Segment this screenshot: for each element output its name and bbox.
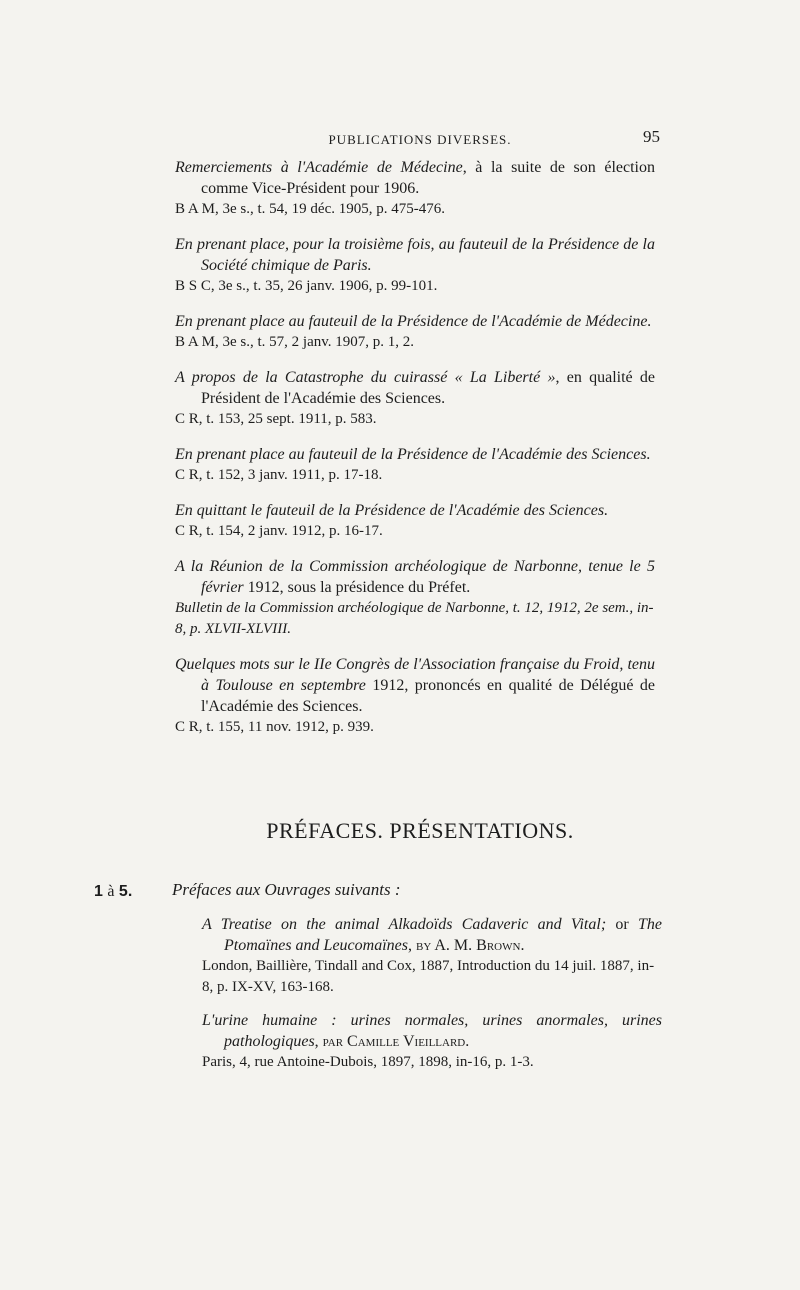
entries-list [175, 157, 655, 752]
work-reference: Paris, 4, rue Antoine-Dubois, 1897, 1898, in-16, p. 1-3. [202, 1054, 534, 1070]
entry-reference: B A M, 3e s., t. 57, 2 janv. 1907, p. 1, 2. [175, 334, 415, 350]
prefaces-title: Préfaces aux Ouvrages suivants : [172, 880, 401, 899]
entry-reference: B A M, 3e s., t. 54, 19 déc. 1905, p. 475-476. [175, 201, 445, 217]
list-item [175, 367, 655, 430]
entry-title: En prenant place au fauteuil de la Présidence de l'Académie de Médecine. [175, 313, 652, 330]
list-item [175, 500, 655, 542]
list-item [202, 1010, 662, 1073]
entry-title: A propos de la Catastrophe du cuirassé « La Liberté » [175, 369, 556, 386]
work-title: A Treatise on the animal Alkadoïds Cadaveric and Vital; [202, 916, 607, 933]
work-title-alt: The Ptomaïnes and Leucomaïnes [224, 916, 663, 954]
entry-title: En prenant place au fauteuil de la Présidence de l'Académie des Sciences. [175, 446, 651, 463]
range-start: 1 [94, 883, 103, 900]
list-item [175, 654, 655, 738]
entry-title-rest: 1912, sous la présidence du Préfet. [243, 579, 471, 596]
range-separator: à [107, 883, 115, 900]
list-item [175, 444, 655, 486]
works-list [202, 914, 662, 1085]
list-item [175, 234, 655, 297]
work-reference: London, Baillière, Tindall and Cox, 1887, Introduction du 14 juil. 1887, in-8, p. IX-XV, 163-168. [202, 958, 655, 995]
item-range [94, 883, 174, 901]
work-byline: , by A. M. Brown. [407, 937, 525, 954]
entry-title: A la Réunion de la Commission archéologique de Narbonne, tenue le 5 février [175, 558, 655, 596]
entry-title-rest: , en qualité de Président de l'Académie des Sciences. [201, 369, 655, 407]
entry-reference: C R, t. 153, 25 sept. 1911, p. 583. [175, 411, 377, 427]
list-item [202, 914, 662, 998]
work-title-connector: or [606, 916, 639, 933]
running-header: PUBLICATIONS DIVERSES. [328, 132, 512, 147]
section-heading: PRÉFACES. PRÉSENTATIONS. [266, 818, 574, 843]
entry-reference: B S C, 3e s., t. 35, 26 janv. 1906, p. 99-101. [175, 278, 438, 294]
entry-title-rest: 1912, prononcés en qualité de Délégué de l'Académie des Sciences. [201, 677, 656, 715]
entry-title-rest: , à la suite de son élection comme Vice-Président pour 1906. [201, 159, 655, 197]
list-item [175, 157, 655, 220]
work-title: L'urine humaine : urines normales, urines anormales, urines pathologiques [202, 1012, 662, 1050]
entry-title: En prenant place, pour la troisième fois, au fauteuil de la Présidence de la Société chimique de Paris. [175, 236, 655, 274]
entry-reference: C R, t. 154, 2 janv. 1912, p. 16-17. [175, 523, 383, 539]
list-item [175, 311, 655, 353]
entry-title: Remerciements à l'Académie de Médecine [175, 159, 463, 176]
entry-reference: C R, t. 152, 3 janv. 1911, p. 17-18. [175, 467, 383, 483]
list-item [175, 556, 655, 640]
entry-title: Quelques mots sur le IIe Congrès de l'Association française du Froid, tenu à Toulouse en septembre [175, 656, 655, 694]
range-end: 5. [118, 883, 133, 900]
work-byline: , par Camille Vieillard. [314, 1033, 470, 1050]
entry-reference: C R, t. 155, 11 nov. 1912, p. 939. [175, 719, 374, 735]
entry-title: En quittant le fauteuil de la Présidence de l'Académie des Sciences. [175, 502, 609, 519]
page-number: 95 [643, 127, 660, 146]
entry-reference: Bulletin de la Commission archéologique de Narbonne, t. 12, 1912, 2e sem., in-8, p. XLVII-XLVIII. [175, 600, 654, 637]
